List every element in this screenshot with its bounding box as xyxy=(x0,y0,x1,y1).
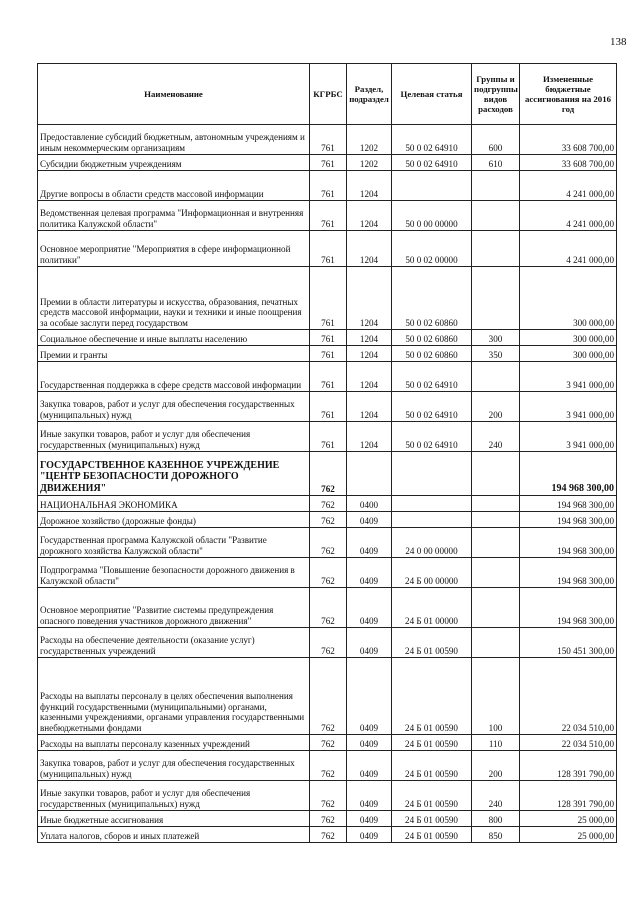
header-razdel: Раздел, подраздел xyxy=(347,64,392,125)
row-kgrbs: 762 xyxy=(310,528,347,558)
row-name: Ведомственная целевая программа "Информационная и внутренняя политика Калужской области" xyxy=(38,201,310,231)
row-kgrbs: 762 xyxy=(310,588,347,628)
table-row xyxy=(38,528,617,558)
row-kgrbs: 762 xyxy=(310,496,347,512)
table-row xyxy=(38,628,617,658)
header-target-article: Целевая статья xyxy=(392,64,472,125)
row-kgrbs: 761 xyxy=(310,267,347,330)
row-expense-group xyxy=(472,267,520,330)
row-amount: 4 241 000,00 xyxy=(520,201,617,231)
header-kgrbs: КГРБС xyxy=(310,64,347,125)
row-kgrbs: 762 xyxy=(310,751,347,781)
header-expense-group: Группы и подгруппы видов расходов xyxy=(472,64,520,125)
row-kgrbs: 762 xyxy=(310,827,347,843)
row-expense-group: 200 xyxy=(472,751,520,781)
row-razdel: 1204 xyxy=(347,392,392,422)
row-target-article: 24 Б 01 00590 xyxy=(392,735,472,751)
row-expense-group xyxy=(472,558,520,588)
row-target-article: 50 0 02 60860 xyxy=(392,330,472,346)
row-razdel: 0409 xyxy=(347,827,392,843)
row-kgrbs: 761 xyxy=(310,125,347,155)
row-expense-group xyxy=(472,496,520,512)
row-expense-group: 110 xyxy=(472,735,520,751)
table-row xyxy=(38,658,617,735)
row-amount: 3 941 000,00 xyxy=(520,392,617,422)
row-razdel: 1204 xyxy=(347,267,392,330)
row-kgrbs: 761 xyxy=(310,155,347,171)
table-row xyxy=(38,588,617,628)
row-expense-group: 600 xyxy=(472,125,520,155)
header-name: Наименование xyxy=(38,64,310,125)
row-expense-group xyxy=(472,231,520,267)
row-name: НАЦИОНАЛЬНАЯ ЭКОНОМИКА xyxy=(38,496,310,512)
row-kgrbs: 761 xyxy=(310,362,347,392)
row-razdel: 0409 xyxy=(347,628,392,658)
row-expense-group: 240 xyxy=(472,781,520,811)
row-razdel: 1204 xyxy=(347,422,392,452)
row-razdel: 0409 xyxy=(347,658,392,735)
budget-table xyxy=(37,63,617,843)
row-amount: 194 968 300,00 xyxy=(520,452,617,496)
row-expense-group xyxy=(472,171,520,201)
row-kgrbs: 762 xyxy=(310,735,347,751)
table-row xyxy=(38,267,617,330)
row-amount: 194 968 300,00 xyxy=(520,558,617,588)
row-name: Другие вопросы в области средств массовой информации xyxy=(38,171,310,201)
row-amount: 300 000,00 xyxy=(520,267,617,330)
row-expense-group xyxy=(472,628,520,658)
row-amount: 3 941 000,00 xyxy=(520,422,617,452)
row-amount: 194 968 300,00 xyxy=(520,528,617,558)
table-row xyxy=(38,827,617,843)
row-razdel: 1204 xyxy=(347,231,392,267)
row-target-article: 24 Б 01 00590 xyxy=(392,628,472,658)
row-amount: 4 241 000,00 xyxy=(520,171,617,201)
table-row xyxy=(38,811,617,827)
row-name: Иные бюджетные ассигнования xyxy=(38,811,310,827)
page-number: 138 xyxy=(610,36,627,48)
row-name: Основное мероприятие "Мероприятия в сфере информационной политики" xyxy=(38,231,310,267)
row-razdel: 1204 xyxy=(347,346,392,362)
row-name: Закупка товаров, работ и услуг для обеспечения государственных (муниципальных) нужд xyxy=(38,392,310,422)
row-target-article: 50 0 02 64910 xyxy=(392,362,472,392)
table-row xyxy=(38,496,617,512)
row-kgrbs: 762 xyxy=(310,781,347,811)
row-expense-group: 350 xyxy=(472,346,520,362)
row-kgrbs: 761 xyxy=(310,346,347,362)
row-kgrbs: 762 xyxy=(310,452,347,496)
row-name: Подпрограмма "Повышение безопасности дорожного движения в Калужской области" xyxy=(38,558,310,588)
row-razdel: 0409 xyxy=(347,811,392,827)
row-target-article xyxy=(392,452,472,496)
row-expense-group xyxy=(472,201,520,231)
row-razdel: 0409 xyxy=(347,781,392,811)
row-target-article: 24 Б 01 00590 xyxy=(392,751,472,781)
row-expense-group: 850 xyxy=(472,827,520,843)
row-amount: 25 000,00 xyxy=(520,827,617,843)
row-name: Расходы на обеспечение деятельности (оказание услуг) государственных учреждений xyxy=(38,628,310,658)
row-razdel: 1204 xyxy=(347,362,392,392)
row-kgrbs: 762 xyxy=(310,512,347,528)
row-kgrbs: 762 xyxy=(310,811,347,827)
table-row xyxy=(38,422,617,452)
row-name: Основное мероприятие "Развитие системы предупреждения опасного поведения участников дорожного движения" xyxy=(38,588,310,628)
row-razdel: 1202 xyxy=(347,155,392,171)
row-target-article: 24 Б 01 00000 xyxy=(392,588,472,628)
row-kgrbs: 761 xyxy=(310,171,347,201)
row-amount: 22 034 510,00 xyxy=(520,658,617,735)
table-row xyxy=(38,171,617,201)
row-name: Закупка товаров, работ и услуг для обеспечения государственных (муниципальных) нужд xyxy=(38,751,310,781)
row-target-article: 50 0 02 64910 xyxy=(392,125,472,155)
row-expense-group xyxy=(472,528,520,558)
row-target-article xyxy=(392,512,472,528)
table-row xyxy=(38,751,617,781)
table-header-row xyxy=(38,64,617,125)
row-expense-group: 240 xyxy=(472,422,520,452)
row-target-article: 50 0 00 00000 xyxy=(392,201,472,231)
row-amount: 4 241 000,00 xyxy=(520,231,617,267)
table-row xyxy=(38,125,617,155)
row-amount: 194 968 300,00 xyxy=(520,496,617,512)
table-row xyxy=(38,362,617,392)
row-target-article: 24 Б 01 00590 xyxy=(392,781,472,811)
row-name: Государственная поддержка в сфере средств массовой информации xyxy=(38,362,310,392)
row-expense-group xyxy=(472,362,520,392)
row-amount: 300 000,00 xyxy=(520,346,617,362)
row-target-article: 24 Б 00 00000 xyxy=(392,558,472,588)
row-target-article: 50 0 02 00000 xyxy=(392,231,472,267)
row-amount: 33 608 700,00 xyxy=(520,125,617,155)
row-amount: 300 000,00 xyxy=(520,330,617,346)
row-expense-group xyxy=(472,452,520,496)
row-kgrbs: 761 xyxy=(310,392,347,422)
row-name: Премии и гранты xyxy=(38,346,310,362)
row-kgrbs: 762 xyxy=(310,658,347,735)
row-expense-group: 300 xyxy=(472,330,520,346)
row-target-article: 50 0 02 60860 xyxy=(392,346,472,362)
row-expense-group: 610 xyxy=(472,155,520,171)
row-razdel: 0409 xyxy=(347,512,392,528)
table-row xyxy=(38,452,617,496)
row-razdel xyxy=(347,452,392,496)
row-name: Премии в области литературы и искусства, образования, печатных средств массовой информации, науки и техники и иные поощрения за особые заслуги перед государством xyxy=(38,267,310,330)
table-row xyxy=(38,558,617,588)
row-name: ГОСУДАРСТВЕННОЕ КАЗЕННОЕ УЧРЕЖДЕНИЕ "ЦЕНТР БЕЗОПАСНОСТИ ДОРОЖНОГО ДВИЖЕНИЯ" xyxy=(38,452,310,496)
row-kgrbs: 762 xyxy=(310,628,347,658)
row-name: Субсидии бюджетным учреждениям xyxy=(38,155,310,171)
row-kgrbs: 761 xyxy=(310,330,347,346)
row-name: Предоставление субсидий бюджетным, автономным учреждениям и иным некоммерческим организациям xyxy=(38,125,310,155)
row-kgrbs: 761 xyxy=(310,201,347,231)
table-body xyxy=(38,125,617,843)
row-name: Уплата налогов, сборов и иных платежей xyxy=(38,827,310,843)
row-target-article: 50 0 02 60860 xyxy=(392,267,472,330)
table-row xyxy=(38,735,617,751)
row-expense-group xyxy=(472,588,520,628)
row-target-article: 24 0 00 00000 xyxy=(392,528,472,558)
row-amount: 3 941 000,00 xyxy=(520,362,617,392)
table-row xyxy=(38,346,617,362)
row-razdel: 1204 xyxy=(347,201,392,231)
row-razdel: 0400 xyxy=(347,496,392,512)
row-razdel: 0409 xyxy=(347,735,392,751)
row-razdel: 0409 xyxy=(347,751,392,781)
row-razdel: 1202 xyxy=(347,125,392,155)
row-name: Расходы на выплаты персоналу казенных учреждений xyxy=(38,735,310,751)
row-amount: 128 391 790,00 xyxy=(520,751,617,781)
row-target-article: 24 Б 01 00590 xyxy=(392,811,472,827)
row-amount: 194 968 300,00 xyxy=(520,512,617,528)
row-amount: 194 968 300,00 xyxy=(520,588,617,628)
row-name: Иные закупки товаров, работ и услуг для обеспечения государственных (муниципальных) нужд xyxy=(38,422,310,452)
row-target-article: 50 0 02 64910 xyxy=(392,392,472,422)
row-target-article: 50 0 02 64910 xyxy=(392,155,472,171)
row-razdel: 1204 xyxy=(347,171,392,201)
row-name: Социальное обеспечение и иные выплаты населению xyxy=(38,330,310,346)
row-kgrbs: 762 xyxy=(310,558,347,588)
row-kgrbs: 761 xyxy=(310,422,347,452)
table-row xyxy=(38,512,617,528)
row-kgrbs: 761 xyxy=(310,231,347,267)
row-expense-group: 200 xyxy=(472,392,520,422)
row-name: Государственная программа Калужской области "Развитие дорожного хозяйства Калужской области" xyxy=(38,528,310,558)
row-amount: 22 034 510,00 xyxy=(520,735,617,751)
row-target-article xyxy=(392,496,472,512)
row-amount: 25 000,00 xyxy=(520,811,617,827)
row-amount: 150 451 300,00 xyxy=(520,628,617,658)
row-razdel: 0409 xyxy=(347,528,392,558)
row-target-article xyxy=(392,171,472,201)
row-target-article: 24 Б 01 00590 xyxy=(392,827,472,843)
table-row xyxy=(38,392,617,422)
row-expense-group: 100 xyxy=(472,658,520,735)
row-expense-group xyxy=(472,512,520,528)
row-razdel: 0409 xyxy=(347,588,392,628)
row-amount: 33 608 700,00 xyxy=(520,155,617,171)
table-row xyxy=(38,330,617,346)
row-target-article: 50 0 02 64910 xyxy=(392,422,472,452)
row-name: Дорожное хозяйство (дорожные фонды) xyxy=(38,512,310,528)
row-name: Расходы на выплаты персоналу в целях обеспечения выполнения функций государственными (муниципальными) органами, казенными учреждениями, органами управления государственными внебюджетными фондами xyxy=(38,658,310,735)
table-row xyxy=(38,201,617,231)
row-expense-group: 800 xyxy=(472,811,520,827)
row-name: Иные закупки товаров, работ и услуг для обеспечения государственных (муниципальных) нужд xyxy=(38,781,310,811)
table-row xyxy=(38,155,617,171)
row-razdel: 0409 xyxy=(347,558,392,588)
row-razdel: 1204 xyxy=(347,330,392,346)
table-row xyxy=(38,781,617,811)
row-amount: 128 391 790,00 xyxy=(520,781,617,811)
row-target-article: 24 Б 01 00590 xyxy=(392,658,472,735)
table-row xyxy=(38,231,617,267)
header-amount: Измененные бюджетные ассигнования на 2016 год xyxy=(520,64,617,125)
